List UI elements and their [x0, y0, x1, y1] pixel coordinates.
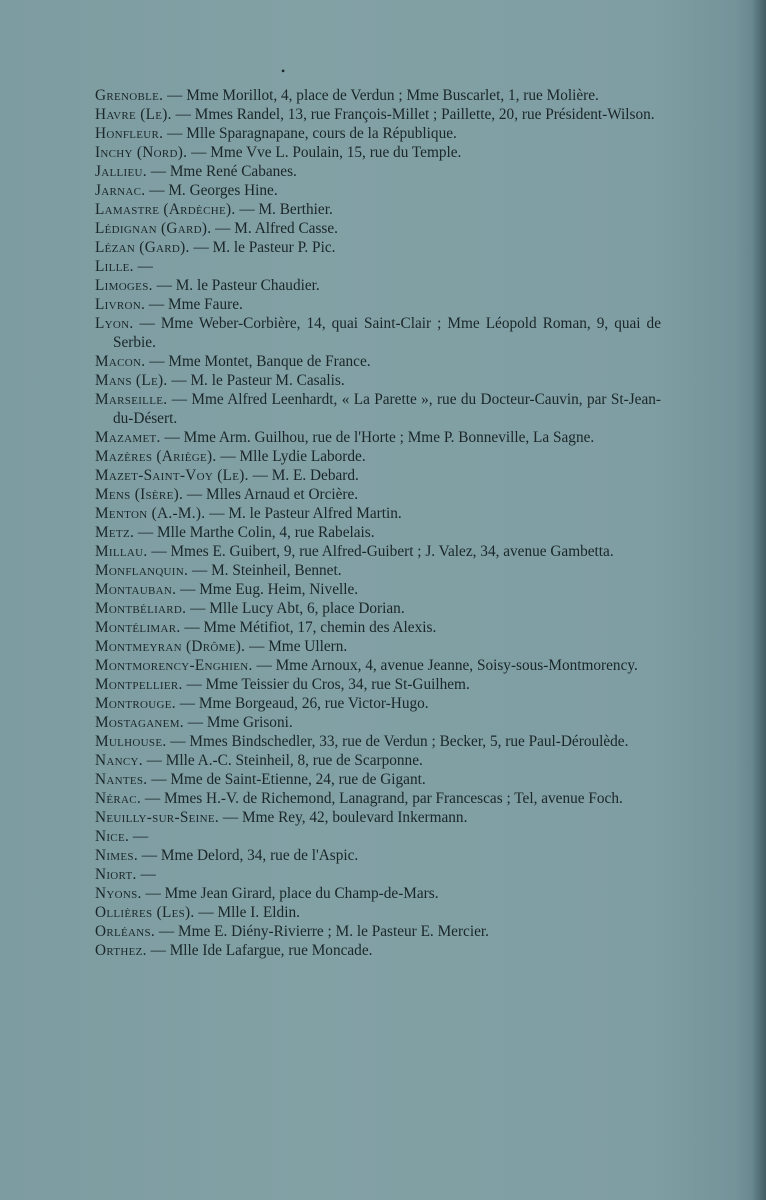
entry-city: Macon.: [95, 353, 146, 370]
entry-text: — Mlle I. Eldin.: [194, 904, 300, 921]
entry-city: Mulhouse.: [95, 733, 167, 750]
entry-city: Mazamet.: [95, 429, 161, 446]
entry: [95, 770, 661, 789]
entry-city: Montmorency-Enghien.: [95, 657, 253, 674]
entry-city: Menton (A.-M.).: [95, 505, 206, 522]
entry-text: —: [133, 258, 153, 275]
entry-text: — Mmes Bindschedler, 33, rue de Verdun ; Becker, 5, rue Paul-Déroulède.: [166, 733, 629, 750]
entry: [95, 162, 661, 181]
entry: [95, 371, 661, 390]
entry: [95, 428, 661, 447]
entry-text: — Mlle Lydie Laborde.: [216, 448, 366, 465]
entry-text: — M. Steinheil, Bennet.: [188, 562, 342, 579]
entry: [95, 219, 661, 238]
entry-text: — Mme Jean Girard, place du Champ-de-Mars.: [141, 885, 439, 902]
entry-city: Nimes.: [95, 847, 138, 864]
entry-text: — M. Alfred Casse.: [211, 220, 338, 237]
entry-text: — M. le Pasteur Alfred Martin.: [205, 505, 402, 522]
entry-text: — Mme Arm. Guilhou, rue de l'Horte ; Mme P. Bonneville, La Sagne.: [160, 429, 595, 446]
entry-text: — Mlle A.-C. Steinheil, 8, rue de Scarponne.: [142, 752, 423, 769]
entry: [95, 542, 661, 561]
entry-city: Ollières (Les).: [95, 904, 195, 921]
entry: [95, 884, 661, 903]
entry-city: Nantes.: [95, 771, 148, 788]
entry: [95, 295, 661, 314]
entry: [95, 865, 661, 884]
entry-text: — Mmes Randel, 13, rue François-Millet ; Paillette, 20, rue Président-Wilson.: [171, 106, 655, 123]
entry: [95, 675, 661, 694]
entry-text: — Mme Faure.: [145, 296, 243, 313]
entry: [95, 732, 661, 751]
entry: [95, 200, 661, 219]
entry: [95, 618, 661, 637]
entry-text: — M. le Pasteur Chaudier.: [152, 277, 320, 294]
entry-text: — Mme Alfred Leenhardt, « La Parette », rue du Docteur-Cauvin, par St-Jean-du-Désert.: [113, 391, 661, 427]
entry-city: Montauban.: [95, 581, 177, 598]
entry-text: — Mme Rey, 42, boulevard Inkermann.: [219, 809, 468, 826]
entry-text: — Mme Weber-Corbière, 14, quai Saint-Clair ; Mme Léopold Roman, 9, quai de Serbie.: [113, 315, 661, 351]
entry-text: — M. le Pasteur M. Casalis.: [167, 372, 345, 389]
entry-city: Mans (Le).: [95, 372, 168, 389]
entry-city: Mens (Isère).: [95, 486, 184, 503]
entry-text: — Mme Borgeaud, 26, rue Victor-Hugo.: [175, 695, 429, 712]
entry: [95, 656, 661, 675]
entry: [95, 181, 661, 200]
entry: [95, 143, 661, 162]
entry: [95, 352, 661, 371]
entry-city: Orléans.: [95, 923, 156, 940]
entry-city: Nice.: [95, 828, 130, 845]
entry-text: — Mme E. Diény-Rivierre ; M. le Pasteur E. Mercier.: [155, 923, 489, 940]
entry-text: — Mme Teissier du Cros, 34, rue St-Guilhem.: [182, 676, 470, 693]
entry-text: — Mlle Sparagnapane, cours de la République.: [163, 125, 457, 142]
top-mark: •: [281, 64, 286, 78]
entry: [95, 941, 661, 960]
entry: [95, 599, 661, 618]
entry-text: — M. Georges Hine.: [145, 182, 278, 199]
entry: [95, 922, 661, 941]
entry: [95, 808, 661, 827]
entry-city: Metz.: [95, 524, 135, 541]
entry-list: [95, 86, 661, 960]
entry: [95, 86, 661, 105]
entry: [95, 504, 661, 523]
entry: [95, 238, 661, 257]
entry-text: — Mlle Marthe Colin, 4, rue Rabelais.: [134, 524, 375, 541]
entry: [95, 390, 661, 428]
entry-text: — M. E. Debard.: [248, 467, 359, 484]
entry-city: Montmeyran (Drôme).: [95, 638, 246, 655]
entry-city: Jarnac.: [95, 182, 146, 199]
entry-text: — Mlle Ide Lafargue, rue Moncade.: [146, 942, 373, 959]
entry-city: Marseille.: [95, 391, 168, 408]
entry-text: — Mlle Lucy Abt, 6, place Dorian.: [186, 600, 405, 617]
entry-city: Lyon.: [95, 315, 134, 332]
entry-city: Nyons.: [95, 885, 142, 902]
entry-city: Monflanquin.: [95, 562, 189, 579]
entry: [95, 523, 661, 542]
entry-city: Grenoble.: [95, 87, 164, 104]
entry-text: — M. Berthier.: [235, 201, 333, 218]
entry-text: — M. le Pasteur P. Pic.: [189, 239, 336, 256]
entry-city: Mostaganem.: [95, 714, 184, 731]
entry-city: Jallieu.: [95, 163, 147, 180]
entry-text: — Mmes E. Guibert, 9, rue Alfred-Guibert ; J. Valez, 34, avenue Gambetta.: [147, 543, 614, 560]
entry: [95, 447, 661, 466]
entry-city: Millau.: [95, 543, 148, 560]
entry: [95, 637, 661, 656]
entry-text: —: [136, 866, 156, 883]
entry-city: Livron.: [95, 296, 146, 313]
entry-text: — Mme Montet, Banque de France.: [145, 353, 371, 370]
entry-text: — Mme Vve L. Poulain, 15, rue du Temple.: [187, 144, 462, 161]
entry-city: Orthez.: [95, 942, 147, 959]
entry: [95, 713, 661, 732]
page-edge-shadow: [752, 0, 766, 1200]
entry-city: Montpellier.: [95, 676, 183, 693]
entry-city: Niort.: [95, 866, 137, 883]
entry: [95, 561, 661, 580]
entry: [95, 903, 661, 922]
entry-text: — Mme Eug. Heim, Nivelle.: [176, 581, 359, 598]
entry: [95, 314, 661, 352]
entry: [95, 466, 661, 485]
entry-text: — Mlles Arnaud et Orcière.: [183, 486, 359, 503]
entry: [95, 580, 661, 599]
entry-city: Limoges.: [95, 277, 153, 294]
entry-city: Honfleur.: [95, 125, 164, 142]
entry-text: — Mme de Saint-Etienne, 24, rue de Gigant.: [147, 771, 426, 788]
entry-text: —: [129, 828, 149, 845]
entry: [95, 105, 661, 124]
entry: [95, 124, 661, 143]
entry-text: — Mme Delord, 34, rue de l'Aspic.: [137, 847, 359, 864]
entry-city: Mazères (Ariège).: [95, 448, 217, 465]
entry-city: Montbéliard.: [95, 600, 187, 617]
entry-city: Montrouge.: [95, 695, 176, 712]
entry-text: — Mme René Cabanes.: [146, 163, 297, 180]
entry-text: — Mme Morillot, 4, place de Verdun ; Mme Buscarlet, 1, rue Molière.: [163, 87, 599, 104]
entry: [95, 694, 661, 713]
entry-city: Lédignan (Gard).: [95, 220, 212, 237]
entry: [95, 276, 661, 295]
entry: [95, 751, 661, 770]
entry: [95, 827, 661, 846]
entry-city: Lézan (Gard).: [95, 239, 190, 256]
entry-text: — Mme Arnoux, 4, avenue Jeanne, Soisy-sous-Montmorency.: [252, 657, 638, 674]
entry-city: Neuilly-sur-Seine.: [95, 809, 220, 826]
entry-text: — Mmes H.-V. de Richemond, Lanagrand, par Francescas ; Tel, avenue Foch.: [141, 790, 623, 807]
entry-city: Lille.: [95, 258, 134, 275]
entry-city: Havre (Le).: [95, 106, 172, 123]
entry-text: — Mme Métifiot, 17, chemin des Alexis.: [180, 619, 437, 636]
entry: [95, 257, 661, 276]
entry-city: Nancy.: [95, 752, 143, 769]
entry: [95, 846, 661, 865]
entry-text: — Mme Grisoni.: [183, 714, 293, 731]
entry-text: — Mme Ullern.: [245, 638, 348, 655]
entry-city: Nérac.: [95, 790, 142, 807]
entry-city: Mazet-Saint-Voy (Le).: [95, 467, 249, 484]
entry-city: Inchy (Nord).: [95, 144, 188, 161]
entry: [95, 789, 661, 808]
entry-city: Lamastre (Ardèche).: [95, 201, 236, 218]
entry-city: Montélimar.: [95, 619, 181, 636]
entry: [95, 485, 661, 504]
